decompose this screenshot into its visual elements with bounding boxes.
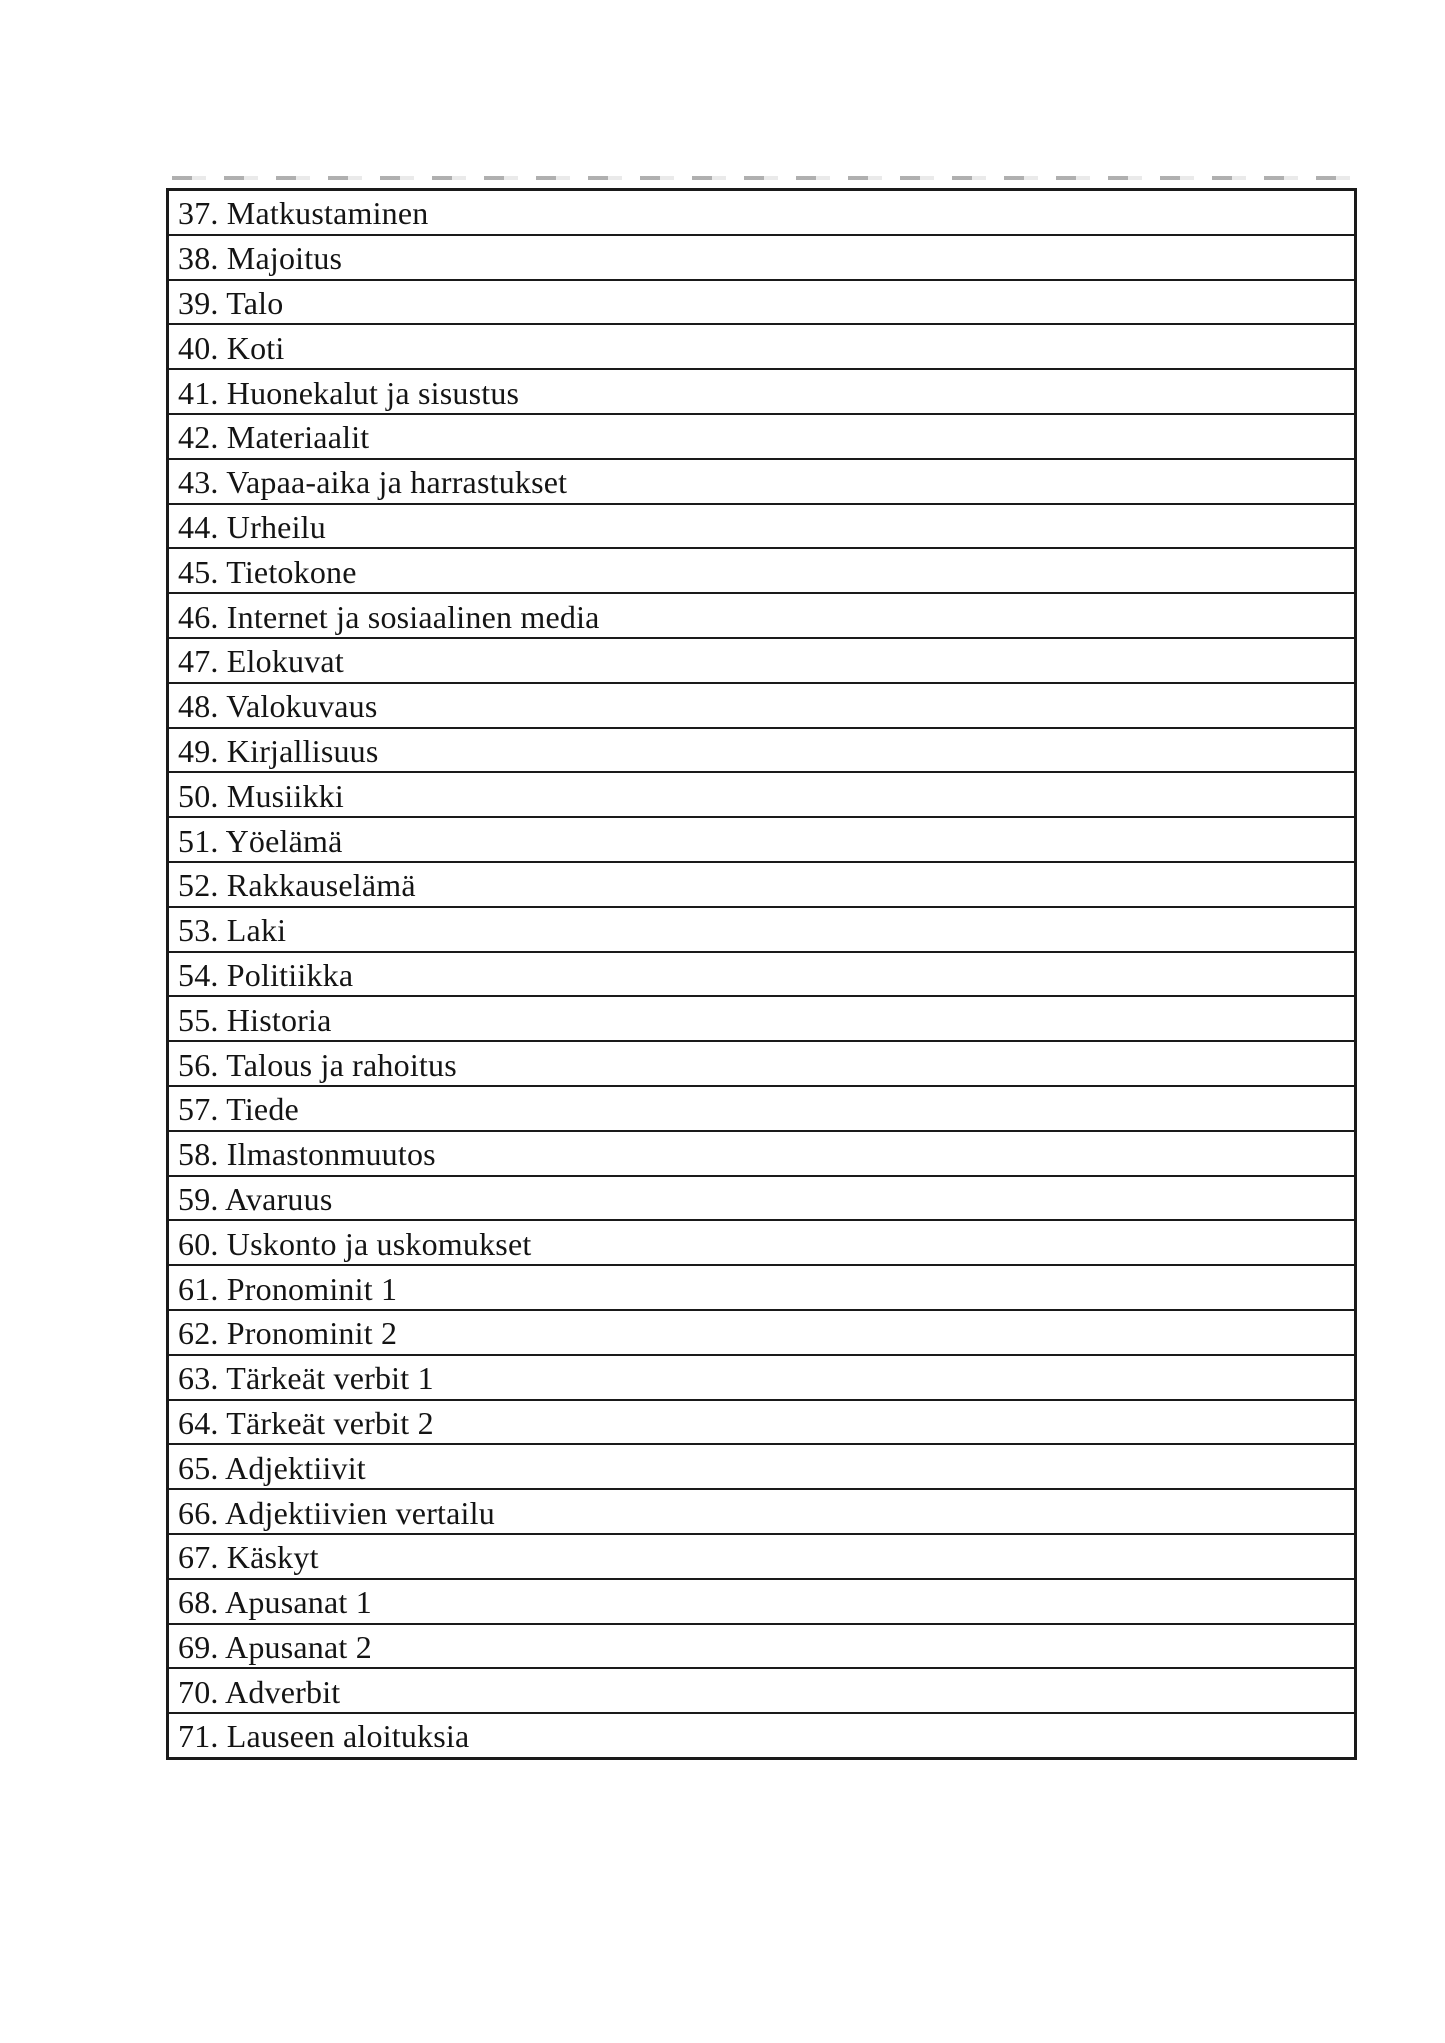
row-text: 62. Pronominit 2	[178, 1315, 398, 1352]
row-text: 43. Vapaa-aika ja harrastukset	[178, 464, 568, 501]
table-row	[169, 1535, 1354, 1580]
row-text: 52. Rakkauselämä	[178, 867, 416, 904]
row-text: 47. Elokuvat	[178, 643, 344, 680]
row-text: 63. Tärkeät verbit 1	[178, 1360, 434, 1397]
row-text: 67. Käskyt	[178, 1539, 319, 1576]
row-text: 55. Historia	[178, 1001, 332, 1038]
table-row	[169, 460, 1354, 505]
row-text: 48. Valokuvaus	[178, 688, 378, 725]
row-text: 54. Politiikka	[178, 956, 354, 993]
table-row	[169, 1311, 1354, 1356]
row-text: 37. Matkustaminen	[178, 195, 429, 232]
table-row	[169, 729, 1354, 774]
table-row	[169, 1266, 1354, 1311]
row-text: 40. Koti	[178, 329, 285, 366]
row-text: 53. Laki	[178, 912, 287, 949]
row-text: 41. Huonekalut ja sisustus	[178, 374, 520, 411]
table-row	[169, 594, 1354, 639]
table-row	[169, 1042, 1354, 1087]
table-row	[169, 1221, 1354, 1266]
table-row	[169, 684, 1354, 729]
table-row	[169, 1714, 1354, 1757]
table-row	[169, 191, 1354, 236]
previous-page-row-remnant	[172, 176, 1352, 180]
table-row	[169, 863, 1354, 908]
row-text: 58. Ilmastonmuutos	[178, 1136, 436, 1173]
table-row	[169, 1401, 1354, 1446]
table-row	[169, 1625, 1354, 1670]
row-text: 38. Majoitus	[178, 240, 343, 277]
table-row	[169, 953, 1354, 998]
row-text: 71. Lauseen aloituksia	[178, 1718, 470, 1755]
table-row	[169, 1580, 1354, 1625]
table-row	[169, 370, 1354, 415]
row-text: 65. Adjektiivit	[178, 1449, 366, 1486]
row-text: 39. Talo	[178, 284, 284, 321]
table-row	[169, 325, 1354, 370]
row-text: 45. Tietokone	[178, 553, 357, 590]
table-row	[169, 773, 1354, 818]
table-row	[169, 1087, 1354, 1132]
table-row	[169, 1356, 1354, 1401]
row-text: 57. Tiede	[178, 1091, 299, 1128]
contents-table	[166, 188, 1357, 1760]
table-row	[169, 818, 1354, 863]
row-text: 60. Uskonto ja uskomukset	[178, 1225, 532, 1262]
row-text: 69. Apusanat 2	[178, 1628, 372, 1665]
row-text: 66. Adjektiivien vertailu	[178, 1494, 495, 1531]
table-row	[169, 997, 1354, 1042]
row-text: 64. Tärkeät verbit 2	[178, 1404, 434, 1441]
table-row	[169, 1669, 1354, 1714]
table-row	[169, 639, 1354, 684]
row-text: 56. Talous ja rahoitus	[178, 1046, 457, 1083]
row-text: 61. Pronominit 1	[178, 1270, 398, 1307]
table-row	[169, 236, 1354, 281]
table-row	[169, 415, 1354, 460]
table-row	[169, 1490, 1354, 1535]
row-text: 70. Adverbit	[178, 1673, 341, 1710]
row-text: 68. Apusanat 1	[178, 1584, 372, 1621]
row-text: 51. Yöelämä	[178, 822, 343, 859]
table-row	[169, 549, 1354, 594]
row-text: 46. Internet ja sosiaalinen media	[178, 598, 600, 635]
table-row	[169, 1132, 1354, 1177]
row-text: 44. Urheilu	[178, 508, 326, 545]
row-text: 59. Avaruus	[178, 1180, 333, 1217]
table-row	[169, 908, 1354, 953]
row-text: 49. Kirjallisuus	[178, 732, 379, 769]
table-row	[169, 1177, 1354, 1222]
row-text: 50. Musiikki	[178, 777, 344, 814]
table-row	[169, 1445, 1354, 1490]
table-row	[169, 281, 1354, 326]
table-row	[169, 505, 1354, 550]
row-text: 42. Materiaalit	[178, 419, 370, 456]
